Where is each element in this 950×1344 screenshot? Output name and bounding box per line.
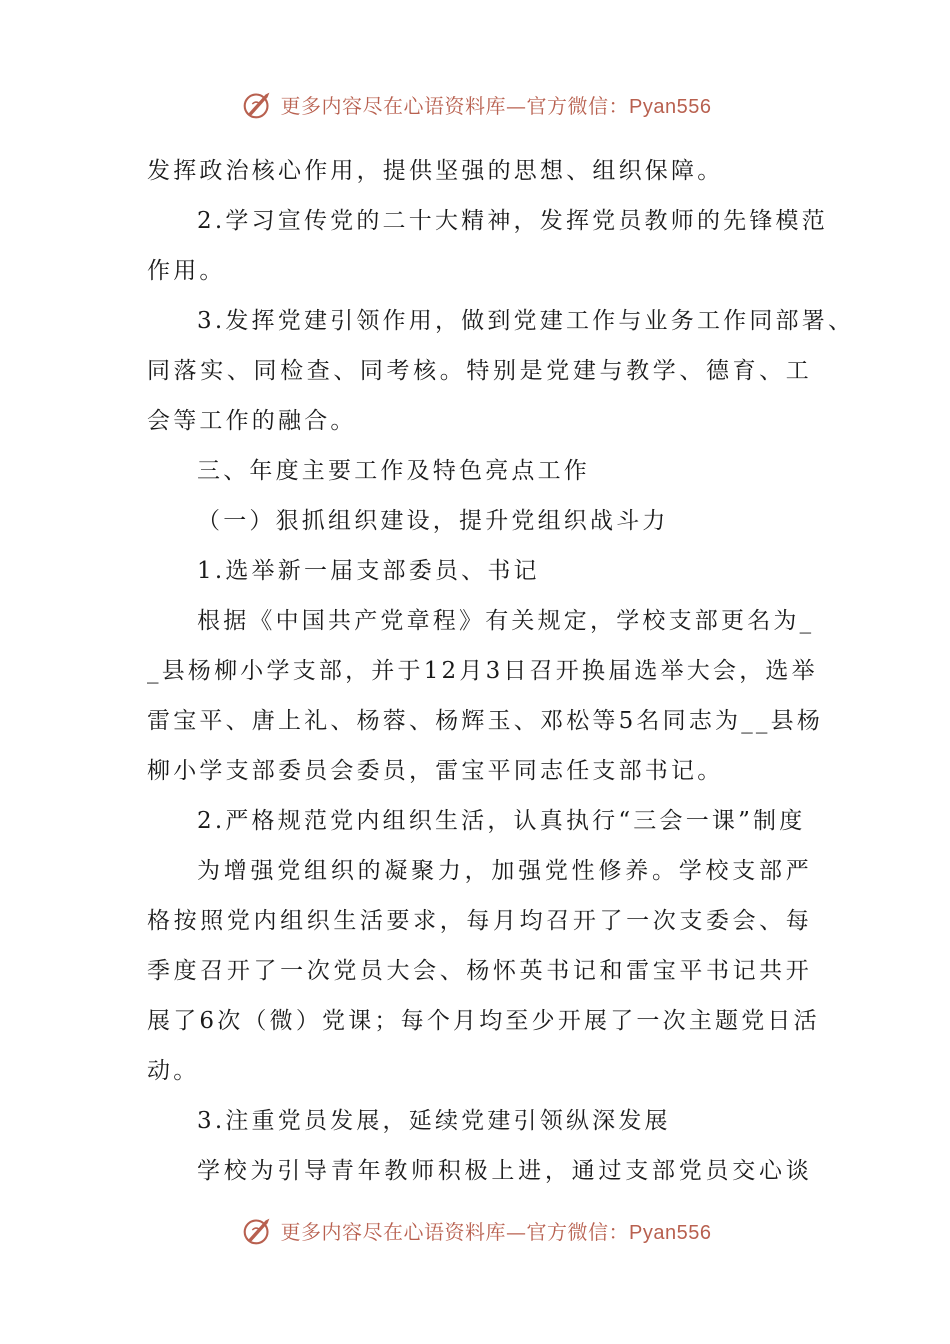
text-line: 雷宝平、唐上礼、杨蓉、杨辉玉、邓松等5名同志为__县杨 <box>147 708 824 734</box>
text-line: 学校为引导青年教师积极上进，通过支部党员交心谈 <box>197 1158 812 1184</box>
text-line: 动。 <box>147 1058 200 1084</box>
document-body <box>147 146 855 1196</box>
text-line: _县杨柳小学支部，并于12月3日召开换届选举大会，选举 <box>147 658 818 684</box>
item-heading: 3.注重党员发展，延续党建引领纵深发展 <box>197 1108 671 1134</box>
text-line: 会等工作的融合。 <box>147 408 357 434</box>
wechat-id: Pyan556 <box>629 1221 712 1244</box>
section-heading: 三、年度主要工作及特色亮点工作 <box>197 458 590 484</box>
text-line: 3.发挥党建引领作用，做到党建工作与业务工作同部署、 <box>197 308 855 334</box>
text-line: 作用。 <box>147 258 226 284</box>
watermark-banner-top <box>0 84 950 124</box>
watermark-text: 更多内容尽在心语资料库—官方微信：Pyan556 <box>280 1219 712 1244</box>
text-line: 展了6次（微）党课；每个月均至少开展了一次主题党日活 <box>147 1008 820 1034</box>
text-line: 根据《中国共产党章程》有关规定，学校支部更名为_ <box>197 608 815 634</box>
text-line: 格按照党内组织生活要求，每月均召开了一次支委会、每 <box>147 908 812 934</box>
text-line: 发挥政治核心作用，提供坚强的思想、组织保障。 <box>147 158 724 184</box>
pen-nib-circle-icon <box>239 1211 277 1249</box>
wechat-id: Pyan556 <box>629 95 712 118</box>
pen-nib-circle-icon <box>239 85 277 123</box>
text-line: 同落实、同检查、同考核。特别是党建与教学、德育、工 <box>147 358 812 384</box>
item-heading: 1.选举新一届支部委员、书记 <box>197 558 540 584</box>
subsection-heading: （一）狠抓组织建设，提升党组织战斗力 <box>197 508 669 534</box>
item-heading: 2.严格规范党内组织生活，认真执行“三会一课”制度 <box>197 808 806 834</box>
text-line: 季度召开了一次党员大会、杨怀英书记和雷宝平书记共开 <box>147 958 812 984</box>
text-line: 为增强党组织的凝聚力，加强党性修养。学校支部严 <box>197 858 812 884</box>
watermark-banner-bottom <box>0 1210 950 1250</box>
text-line: 柳小学支部委员会委员，雷宝平同志任支部书记。 <box>147 758 724 784</box>
watermark-text: 更多内容尽在心语资料库—官方微信：Pyan556 <box>280 93 712 118</box>
text-line: 2.学习宣传党的二十大精神，发挥党员教师的先锋模范 <box>197 208 828 234</box>
